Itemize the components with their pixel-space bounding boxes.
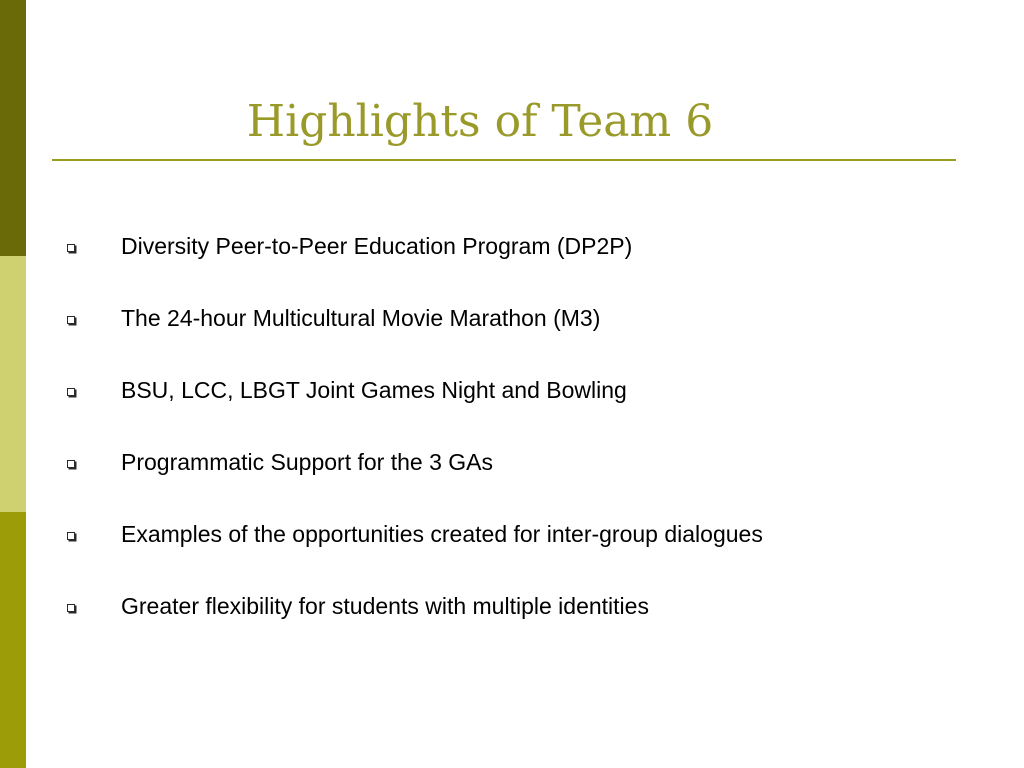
bullet-text: Greater flexibility for students with multiple identities: [121, 593, 649, 619]
title-underline-divider: [52, 159, 956, 161]
bullet-text: Examples of the opportunities created for inter-group dialogues: [121, 521, 763, 547]
bullet-list: [0, 222, 1000, 654]
bullet-text: The 24-hour Multicultural Movie Marathon (M3): [121, 305, 601, 331]
bullet-text: Programmatic Support for the 3 GAs: [121, 449, 493, 475]
hollow-square-bullet-icon: [67, 244, 75, 252]
bullet-item: [0, 294, 1000, 366]
bullet-item: [0, 510, 1000, 582]
bullet-item: [0, 222, 1000, 294]
bullet-item: [0, 438, 1000, 510]
bullet-text: Diversity Peer-to-Peer Education Program (DP2P): [121, 233, 633, 259]
hollow-square-bullet-icon: [67, 532, 75, 540]
hollow-square-bullet-icon: [67, 388, 75, 396]
bullet-item: [0, 366, 1000, 438]
bullet-text: BSU, LCC, LBGT Joint Games Night and Bowling: [121, 377, 627, 403]
bullet-item: [0, 582, 1000, 654]
hollow-square-bullet-icon: [67, 604, 75, 612]
hollow-square-bullet-icon: [67, 460, 75, 468]
slide-title: Highlights of Team 6: [246, 96, 714, 147]
hollow-square-bullet-icon: [67, 316, 75, 324]
